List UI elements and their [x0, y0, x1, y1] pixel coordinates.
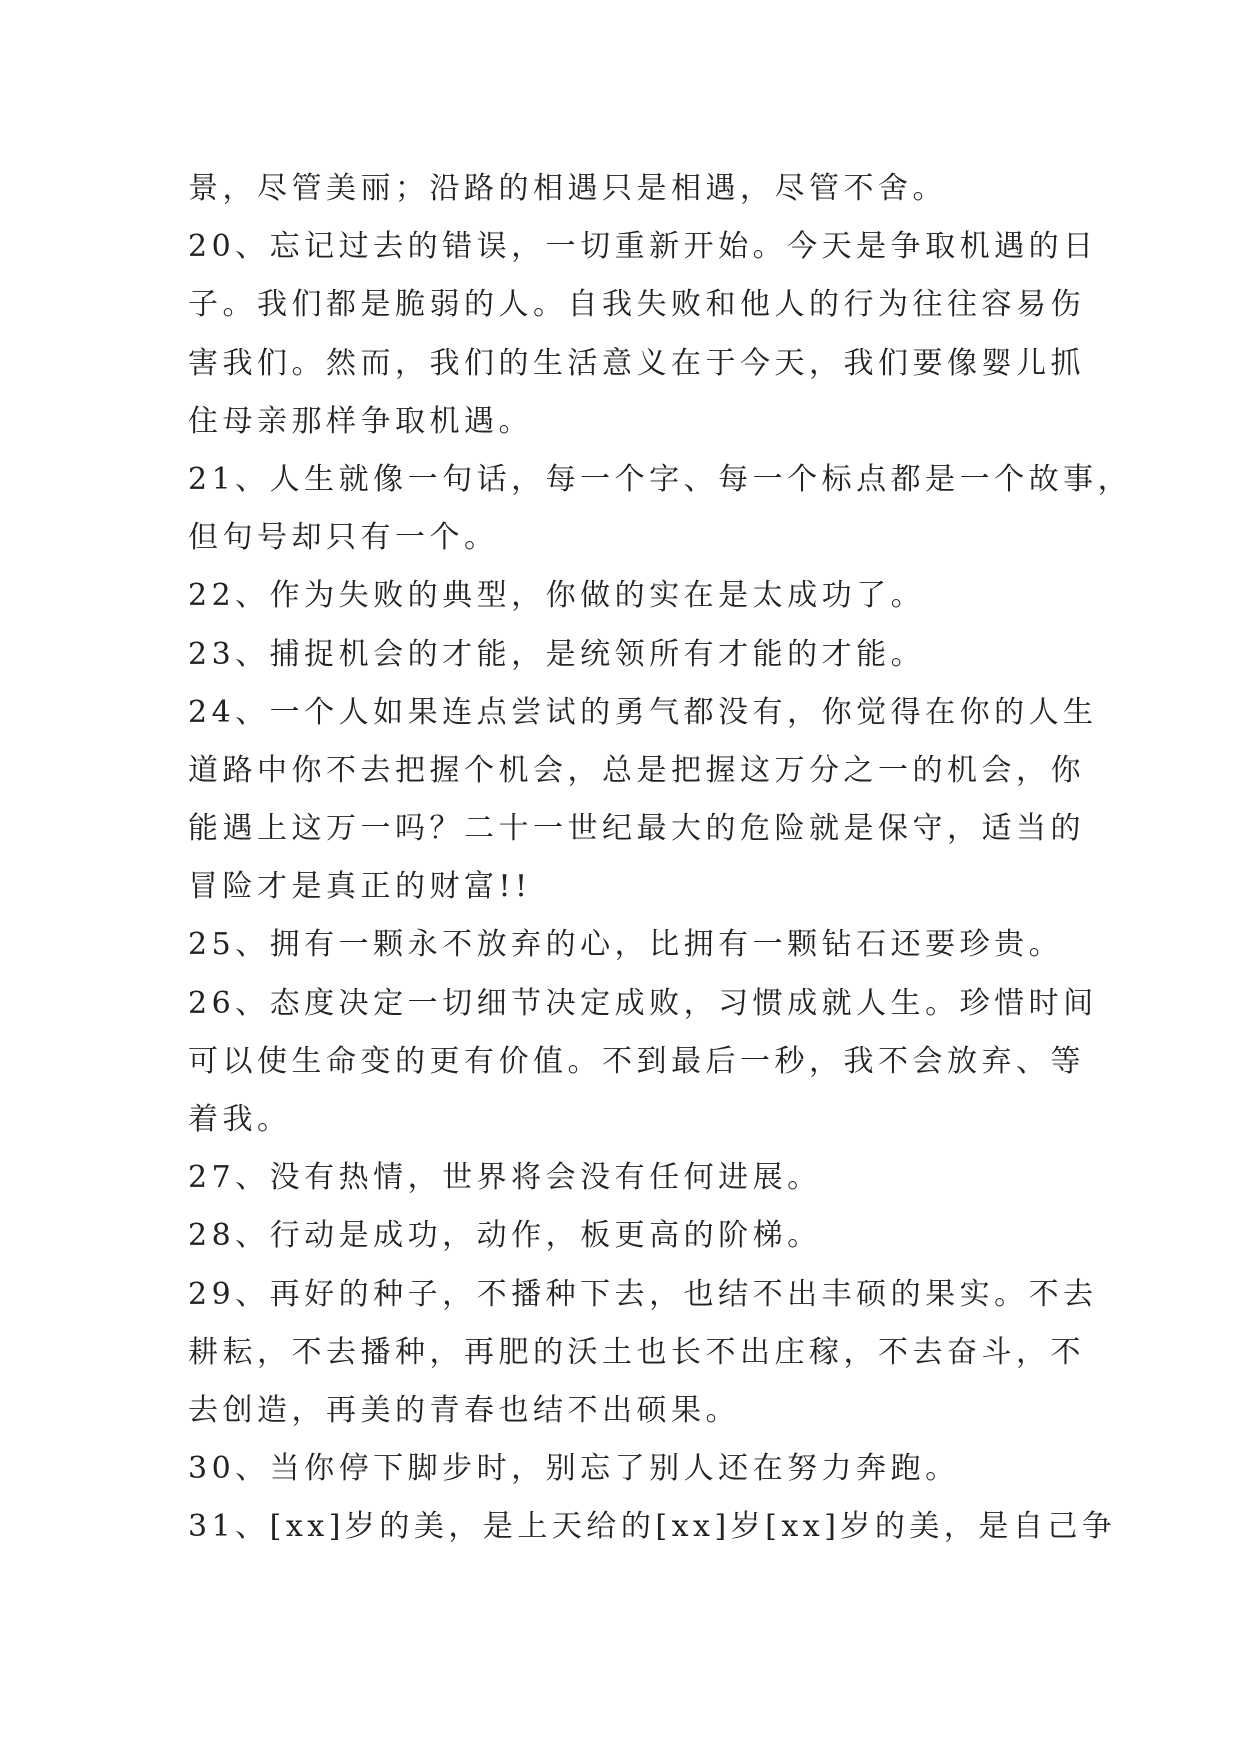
text-line: 24、一个人如果连点尝试的勇气都没有，你觉得在你的人生 — [188, 694, 1098, 730]
text-line: 冒险才是真正的财富!! — [188, 869, 532, 905]
text-line: 子。我们都是脆弱的人。自我失败和他人的行为往往容易伤 — [188, 287, 1085, 323]
text-line: 26、态度决定一切细节决定成败，习惯成就人生。珍惜时间 — [188, 985, 1098, 1021]
text-line: 可以使生命变的更有价值。不到最后一秒，我不会放弃、等 — [188, 1043, 1085, 1079]
text-line: 景，尽管美丽；沿路的相遇只是相遇，尽管不舍。 — [188, 171, 947, 206]
text-line: 27、没有热情，世界将会没有任何进展。 — [188, 1160, 822, 1196]
text-line: 25、拥有一颗永不放弃的心，比拥有一颗钻石还要珍贵。 — [188, 927, 1064, 963]
text-line: 能遇上这万一吗？二十一世纪最大的危险就是保守，适当的 — [188, 811, 1085, 847]
text-line: 住母亲那样争取机遇。 — [188, 403, 533, 439]
text-line: 去创造，再美的青春也结不出硕果。 — [188, 1392, 740, 1428]
document-body — [188, 160, 1133, 1557]
text-line: 21、人生就像一句话，每一个字、每一个标点都是一个故事， — [188, 461, 1133, 497]
text-line: 29、再好的种子，不播种下去，也结不出丰硕的果实。不去 — [188, 1276, 1098, 1312]
text-line: 23、捕捉机会的才能，是统领所有才能的才能。 — [188, 636, 926, 672]
text-line: 28、行动是成功，动作，板更高的阶梯。 — [188, 1218, 822, 1254]
text-line: 害我们。然而，我们的生活意义在于今天，我们要像婴儿抓 — [188, 345, 1085, 381]
text-line: 着我。 — [188, 1102, 292, 1137]
text-line: 20、忘记过去的错误，一切重新开始。今天是争取机遇的日 — [188, 229, 1098, 265]
text-line: 30、当你停下脚步时，别忘了别人还在努力奔跑。 — [188, 1451, 960, 1487]
text-line: 道路中你不去把握个机会，总是把握这万分之一的机会，你 — [188, 752, 1085, 788]
text-line: 但句号却只有一个。 — [188, 520, 499, 556]
text-line: 22、作为失败的典型，你做的实在是太成功了。 — [188, 578, 926, 614]
text-line: 耕耘，不去播种，再肥的沃土也长不出庄稼，不去奋斗，不 — [188, 1334, 1085, 1370]
text-line: 31、[xx]岁的美，是上天给的[xx]岁[xx]岁的美，是自己争 — [188, 1509, 1117, 1545]
